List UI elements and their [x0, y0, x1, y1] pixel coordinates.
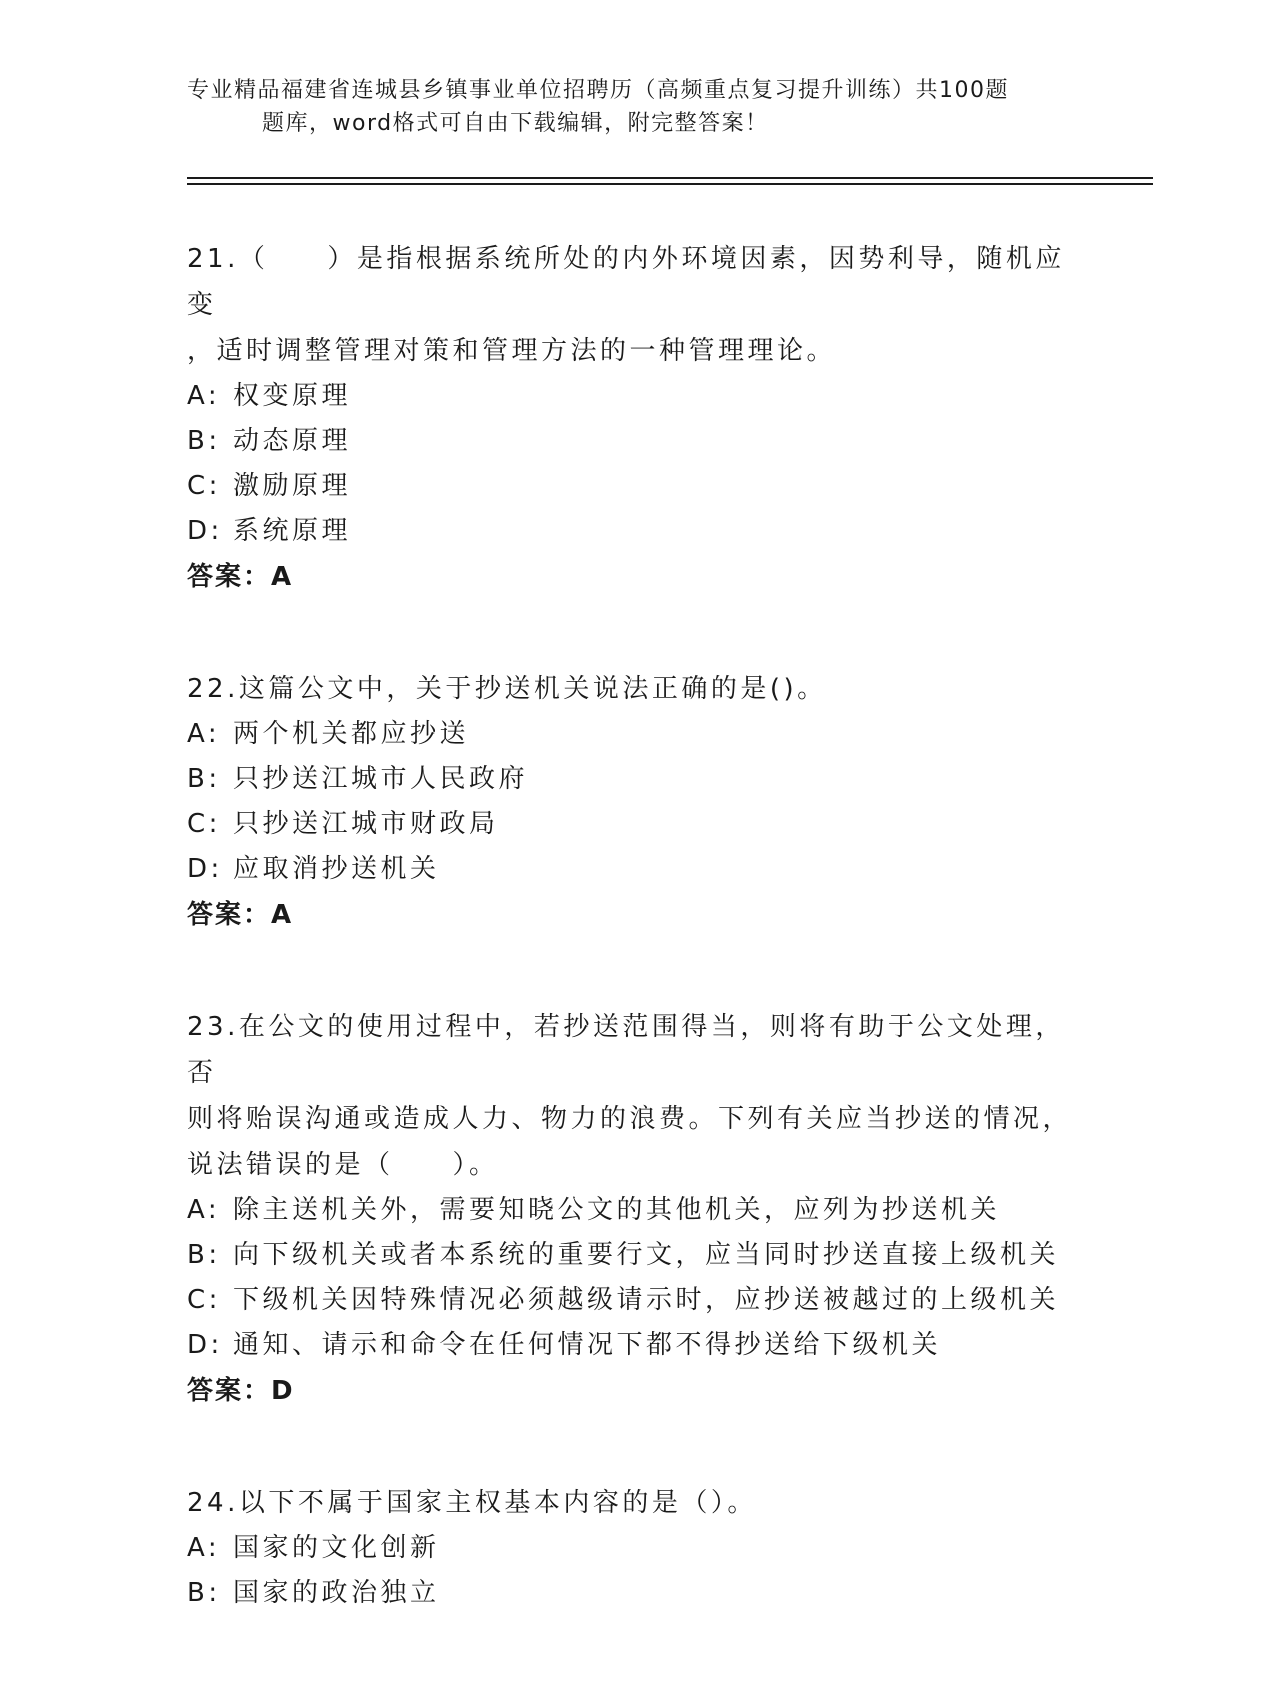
option-text: 权变原理: [233, 381, 352, 411]
question-24: [187, 1480, 1087, 1616]
question-stem: 说法错误的是（ ）。: [187, 1150, 499, 1180]
option-b: [187, 1571, 1087, 1616]
option-d: [187, 847, 1087, 892]
option-letter: A:: [187, 719, 221, 749]
option-letter: C:: [187, 809, 221, 839]
option-letter: D:: [187, 516, 223, 546]
option-letter: A:: [187, 1195, 221, 1225]
question-stem: ，适时调整管理对策和管理方法的一种管理理论。: [187, 336, 837, 366]
option-a: [187, 1526, 1087, 1571]
answer-line: 答案：D: [187, 1376, 295, 1406]
answer-line: 答案：A: [187, 562, 294, 592]
header-title-line2: 题库，word格式可自由下载编辑，附完整答案！: [262, 111, 769, 136]
option-text: 应取消抄送机关: [233, 854, 440, 884]
question-23: [187, 1004, 1087, 1414]
question-stem: 24.以下不属于国家主权基本内容的是（）。: [187, 1488, 757, 1518]
option-c: [187, 464, 1087, 509]
option-b: [187, 757, 1087, 802]
question-list: [187, 236, 1087, 1682]
option-text: 激励原理: [233, 471, 352, 501]
option-a: [187, 712, 1087, 757]
header-divider-bottom: [187, 183, 1153, 185]
option-letter: A:: [187, 1533, 221, 1563]
option-text: 国家的政治独立: [233, 1578, 440, 1608]
option-b: [187, 419, 1087, 464]
option-text: 下级机关因特殊情况必须越级请示时，应抄送被越过的上级机关: [233, 1285, 1060, 1315]
option-text: 两个机关都应抄送: [233, 719, 470, 749]
option-letter: B:: [187, 764, 221, 794]
option-letter: C:: [187, 471, 221, 501]
option-letter: A:: [187, 381, 221, 411]
option-text: 只抄送江城市财政局: [233, 809, 499, 839]
document-header: [187, 74, 1067, 140]
question-21: [187, 236, 1087, 600]
option-text: 向下级机关或者本系统的重要行文，应当同时抄送直接上级机关: [233, 1240, 1060, 1270]
option-a: [187, 374, 1087, 419]
header-divider-top: [187, 177, 1153, 179]
option-letter: B:: [187, 1240, 221, 1270]
option-a: [187, 1188, 1087, 1233]
option-text: 国家的文化创新: [233, 1533, 440, 1563]
question-stem: 21.（ ）是指根据系统所处的内外环境因素，因势利导，随机应变: [187, 244, 1065, 320]
question-stem: 23.在公文的使用过程中，若抄送范围得当，则将有助于公文处理，否: [187, 1012, 1065, 1088]
header-title-line1: 专业精品福建省连城县乡镇事业单位招聘历（高频重点复习提升训练）共100题: [187, 78, 1009, 103]
option-d: [187, 1323, 1087, 1368]
question-stem: 22.这篇公文中，关于抄送机关说法正确的是()。: [187, 674, 827, 704]
option-b: [187, 1233, 1087, 1278]
option-letter: C:: [187, 1285, 221, 1315]
option-c: [187, 1278, 1087, 1323]
option-text: 只抄送江城市人民政府: [233, 764, 529, 794]
answer-line: 答案：A: [187, 900, 294, 930]
option-text: 动态原理: [233, 426, 352, 456]
option-letter: D:: [187, 1330, 223, 1360]
question-22: [187, 666, 1087, 938]
option-c: [187, 802, 1087, 847]
option-letter: B:: [187, 426, 221, 456]
option-text: 通知、请示和命令在任何情况下都不得抄送给下级机关: [233, 1330, 942, 1360]
option-d: [187, 509, 1087, 554]
option-text: 除主送机关外，需要知晓公文的其他机关，应列为抄送机关: [233, 1195, 1001, 1225]
question-stem: 则将贻误沟通或造成人力、物力的浪费。下列有关应当抄送的情况，: [187, 1104, 1073, 1134]
option-letter: B:: [187, 1578, 221, 1608]
option-letter: D:: [187, 854, 223, 884]
option-text: 系统原理: [233, 516, 352, 546]
